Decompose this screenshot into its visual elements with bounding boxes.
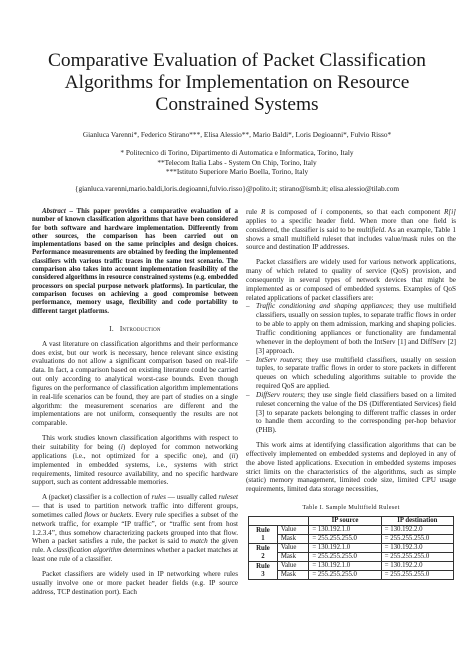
intro-paragraph-3 [32, 493, 238, 564]
rule-label-number: 3 [261, 570, 265, 578]
text-run-italic: match [190, 537, 208, 546]
table-cell: = 255.255.255.0 [381, 535, 453, 544]
dash-bullet: – [246, 302, 250, 311]
table-row [249, 526, 454, 535]
table-caption: Table I. Sample Multifield Ruleset [302, 504, 400, 512]
table-cell: = 130.192.2.0 [381, 526, 453, 535]
text-run-italic: flows [84, 510, 100, 519]
text-run: is composed of [265, 208, 321, 216]
author-emails: {gianluca.varenni,mario.baldi,loris.degioanni,fulvio.risso}@polito.it; stirano@ismb.it; elisa.alessio@tilab.com [74, 184, 400, 193]
intro-paragraph-2 [32, 434, 238, 487]
table-cell: = 255.255.255.0 [309, 553, 381, 562]
ruleset-table [248, 516, 454, 580]
text-run: ; they use multifield classifiers, usually on session tuples, to separate traffic flows in order to store packets in different queues on which scheduling algorithms suitable to provide the required QoS are applied. [256, 355, 456, 391]
text-run-italic: buckets [109, 510, 132, 519]
left-column [32, 208, 238, 596]
text-run: applies to a specific header field. When more than one field is considered, the classifier is said to be [246, 216, 456, 234]
table-cell: = 130.192.1.0 [309, 562, 381, 571]
rule-label-word: Rule [256, 544, 270, 552]
text-run-italic: i [320, 208, 323, 216]
table-cell: Value [277, 526, 308, 535]
text-run-italic: multifield [356, 225, 385, 234]
table-cell: = 130.192.1.0 [309, 544, 381, 553]
table-row [249, 571, 454, 580]
text-run: ; they use single field classifiers based on a limited ruleset concerning the value of the DS (Differentiated Services) field [3] to separate packets belonging to different traffic classes in order to handle them according to the corresponding per-hop behavior (PHB). [256, 390, 457, 435]
rule-label-word: Rule [256, 562, 270, 570]
text-run: ) deployed for common networking applications (i.e., not optimized for a specific one), and ( [32, 442, 238, 460]
affiliation-2: **Telecom Italia Labs - System On Chip, Torino, Italy [157, 157, 317, 167]
table-cell: = 255.255.255.0 [381, 571, 453, 580]
table-row [249, 544, 454, 553]
table-cell: = 255.255.255.0 [381, 553, 453, 562]
text-run: rule [246, 208, 261, 216]
text-run-italic: R [260, 208, 266, 216]
rule-label [249, 544, 278, 562]
abstract-text: – This paper provides a comparative evaluation of a number of known classification algorithms that have been considered for both software and hardware implementation. Differently from other sources, the comparison has been carried out on implementations based on the same principles and design choices. Performance measurements are obtained by feeding the implemented classifiers with various traffic traces in the same test scenario. The comparison also takes into account implementation feasibility of the considered algorithms in resource constrained systems (e.g. embedded processors on special purpose network platforms). In particular, the comparison focuses on achieving a good compromise between performance, memory usage, flexibility and code portability to different target platforms. [32, 208, 238, 315]
text-run: . Every rule specifies a subset of the network traffic, for example “IP traffic”, or “traffic sent from host 1.2.3.4”, thus somehow characterizing packets grouped into that flow. When a packet satisfies a rule, the packet is said to [32, 510, 238, 546]
affiliation-1: * Politecnico di Torino, Dipartimento di Automatica e Informatica, Torino, Italy [120, 148, 354, 157]
list-item [246, 391, 456, 435]
table-header-ip-source: IP source [309, 517, 381, 526]
text-run-italic: rules [151, 493, 166, 502]
text-run: the given rule. A [32, 537, 238, 555]
section-title: Introduction [119, 324, 161, 333]
text-run: This work studies known classification algorithms with respect to their suitability for being ( [32, 434, 238, 451]
list-item [246, 356, 456, 391]
rule-label-number: 2 [261, 552, 265, 560]
intro-paragraph-4: Packet classifiers are widely used in IP networking where rules usually involve one or more packet header fields (e.g. IP source address, TCP destination port). Each [32, 569, 238, 596]
table-cell: Mask [277, 535, 308, 544]
text-run-italic: Traffic conditioning and shaping appliances [256, 302, 392, 311]
table-cell: Mask [277, 553, 308, 562]
list-item [246, 302, 456, 355]
table-cell: = 130.192.3.0 [381, 544, 453, 553]
dash-bullet: – [246, 355, 250, 364]
table-row [249, 553, 454, 562]
text-run: determines whether a packet matches at least one rule of a classifier. [32, 546, 238, 564]
table-row [249, 535, 454, 544]
rule-label [249, 562, 278, 580]
application-list [246, 302, 456, 435]
text-run-italic: ruleset [218, 493, 238, 502]
constraints-paragraph: This work aims at identifying classification algorithms that can be effectively implemented on embedded systems and deployed in any of the above listed applications. Execution in embedded systems imposes strict limits on the characteristics of the algorithms, such as simple (static) memory management, limited code size, limited CPU usage requirements, limited data storage necessities, [246, 441, 456, 494]
text-run: — that is used to partition network traffic into different groups, sometimes called [32, 502, 238, 519]
text-run: or [99, 510, 110, 519]
rule-definition-paragraph [246, 208, 456, 252]
text-run-italic: R[i] [444, 208, 456, 216]
text-run: A (packet) classifier is a collection of [42, 493, 152, 502]
dash-bullet: – [246, 390, 250, 399]
section-number: I. [109, 324, 114, 333]
table-cell: Value [277, 544, 308, 553]
abstract [32, 208, 238, 316]
section-heading [32, 325, 238, 334]
text-run: ; they use multifield classifiers, usually on session tuples, to separate traffic flows in order to be able to apply on them admission, marking and shaping policies. Traffic conditioning appliances or functionality are fundamental whenever in the deployment of both the IntServ [1] and DiffServ [2][3] approach. [256, 302, 456, 355]
table-cell: = 255.255.255.0 [309, 535, 381, 544]
text-run-italic: classification algorithm [53, 546, 122, 555]
table-cell: Value [277, 562, 308, 571]
intro-paragraph-1: A vast literature on classification algorithms and their performance does exist, but our work is necessary, hence relevant since existing evaluations do not allow a significant comparison based on real-life data. In fact, a comparison based on existing literature could be carried out only according to analytical worst-case bounds. Even though figures on the performance of classification algorithm implementations in real-life scenarios can be found, they are part of studies on a single algorithm: the measurement scenarios are different and the implementations are not uniform, consequently the results are not comparable. [32, 339, 238, 428]
text-run-italic: ii [231, 451, 236, 460]
text-run: — usually called [165, 493, 219, 502]
rule-label-word: Rule [256, 526, 270, 534]
author-list: Gianluca Varenni*, Federico Stirano***, Elisa Alessio**, Mario Baldi*, Loris Degioanni*, Fulvio Risso* [82, 130, 392, 139]
text-run: . As an example, Table 1 shows a small multifield ruleset that includes value/mask rules on the source and destination IP addresses. [246, 225, 457, 252]
text-run-italic: DiffServ routers [256, 390, 303, 399]
table-header-corner [249, 517, 309, 526]
table-row [249, 562, 454, 571]
text-run-italic: i [120, 442, 123, 451]
applications-paragraph: Packet classifiers are widely used for various network applications, many of which related to quality of service (QoS) provision, and consequently in several types of network devices that might be implemented as or composed of embedded systems. Examples of QoS related applications of packet classifiers are: [246, 258, 456, 302]
rule-label-number: 1 [261, 534, 265, 542]
text-run-italic: IntServ routers [256, 355, 301, 364]
table-cell: = 255.255.255.0 [309, 571, 381, 580]
text-run: ) implemented in embedded systems, i.e., systems with strict requirements, limited resource availability, and no specific hardware support, such as content addressable memories. [32, 451, 238, 487]
right-column [246, 208, 456, 580]
abstract-label: Abstract [42, 208, 66, 215]
table-header-ip-destination: IP destination [381, 517, 453, 526]
affiliation-3: ***Istituto Superiore Mario Boella, Torino, Italy [165, 167, 309, 177]
paper-title: Comparative Evaluation of Packet Classification Algorithms for Implementation on Resource Constrained Systems [47, 50, 426, 115]
table-cell: = 130.192.1.0 [309, 526, 381, 535]
table-header-row [249, 517, 454, 526]
rule-label [249, 526, 278, 544]
table-cell: Mask [277, 571, 308, 580]
affiliations [20, 148, 454, 177]
table-cell: = 130.192.2.0 [381, 562, 453, 571]
text-run: components, so that each component [322, 208, 444, 216]
